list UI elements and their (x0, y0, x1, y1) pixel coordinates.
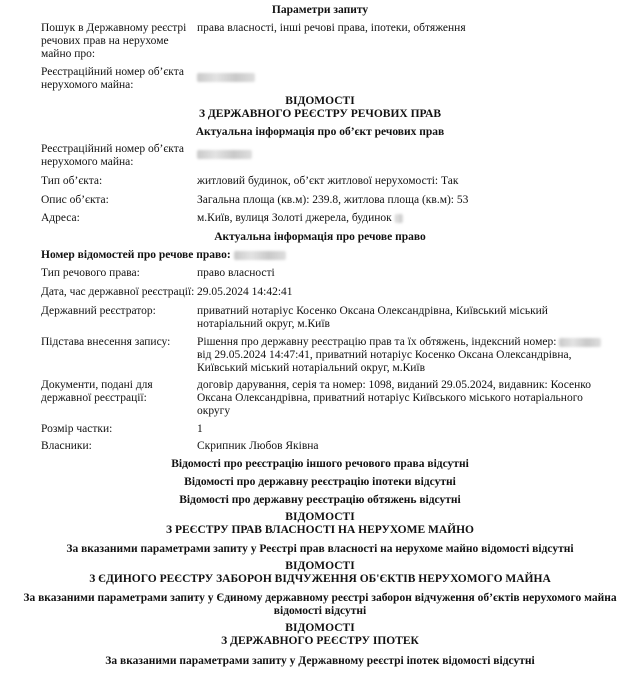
query-reg-number-label-line2: нерухомого майна: (41, 79, 134, 91)
section1-title-line1: ВІДОМОСТІ (285, 95, 355, 107)
note-other-rights: Відомості про реєстрацію іншого речового права відсутні (171, 458, 469, 470)
share-value: 1 (197, 423, 203, 435)
object-reg-number-label-line2: нерухомого майна: (41, 156, 134, 168)
basis-label: Підстава внесення запису: (41, 336, 171, 348)
docs-value-line2: Оксана Олександрівна, приватний нотаріус Київського міського нотаріального (197, 392, 583, 404)
address-number-redacted (395, 214, 403, 223)
section3-title-line2: З ЄДИНОГО РЕЄСТРУ ЗАБОРОН ВІДЧУЖЕННЯ ОБ'ЄКТІВ НЕРУХОМОГО МАЙНА (89, 573, 551, 585)
note-encumbrance: Відомості про державну реєстрацію обтяжень відсутні (179, 494, 461, 506)
search-label-line3: майно про: (41, 48, 96, 60)
note-mortgage: Відомості про державну реєстрацію іпотеки відсутні (184, 476, 456, 488)
section2-note: За вказаними параметрами запиту у Реєстрі прав власності на нерухоме майно відомості відсутні (66, 543, 574, 555)
right-type-label: Тип речового права: (41, 267, 140, 279)
basis-value-line2: від 29.05.2024 14:47:41, приватний нотаріус Косенко Оксана Олександрівна, (197, 349, 572, 361)
section3-note-line2: відомості відсутні (273, 605, 367, 617)
basis-value-line3: Київський міський нотаріальний округ, м.Київ (197, 362, 426, 374)
object-reg-number-redacted (197, 145, 252, 163)
object-address-label: Адреса: (41, 212, 80, 224)
section1-title-line2: З ДЕРЖАВНОГО РЕЄСТРУ РЕЧОВИХ ПРАВ (198, 108, 442, 120)
owners-label: Власники: (41, 440, 92, 452)
docs-label-line1: Документи, подані для (41, 379, 153, 391)
right-number-label: Номер відомостей про речове право: (41, 249, 231, 261)
basis-value-line1 (197, 336, 601, 349)
registration-date-value: 29.05.2024 14:42:41 (197, 286, 293, 298)
object-address-value: м.Київ, вулиця Золоті джерела, будинок (197, 212, 392, 224)
section2-title-line2: З РЕЄСТРУ ПРАВ ВЛАСНОСТІ НА НЕРУХОМЕ МАЙНО (166, 524, 474, 536)
search-label-line1: Пошук в Державному реєстрі (41, 22, 187, 34)
section1-subtitle: Актуальна інформація про об’єкт речових прав (195, 126, 445, 138)
section4-title-line2: З ДЕРЖАВНОГО РЕЄСТРУ ІПОТЕК (221, 635, 419, 647)
section4-note: За вказаними параметрами запиту у Державному реєстрі іпотек відомості відсутні (105, 655, 535, 667)
right-subtitle: Актуальна інформація про речове право (214, 231, 426, 243)
object-type-value: житловий будинок, об’єкт житлової нерухомості: Так (197, 175, 459, 187)
object-reg-number-label-line1: Реєстраційний номер об’єкта (41, 143, 185, 155)
object-desc-value: Загальна площа (кв.м): 239.8, житлова площа (кв.м): 53 (197, 194, 469, 206)
basis-text-line1: Рішення про державну реєстрацію прав та їх обтяжень, індексний номер: (197, 336, 557, 348)
registrar-value-line1: приватний нотаріус Косенко Оксана Олександрівна, Київський міський (197, 305, 548, 317)
query-params-title: Параметри запиту (271, 4, 369, 16)
search-value: права власності, інші речові права, іпотеки, обтяження (197, 22, 466, 34)
right-number-redacted (234, 251, 286, 260)
object-address (197, 212, 403, 225)
search-label-line2: речових прав на нерухоме (41, 35, 169, 47)
owners-value: Скрипник Любов Яківна (197, 440, 319, 452)
section3-note-line1: За вказаними параметрами запиту у Єдиному державному реєстрі заборон відчуження об’єктів нерухомого майна (23, 592, 617, 604)
query-reg-number-redacted (197, 68, 255, 86)
section3-title-line1: ВІДОМОСТІ (285, 560, 355, 572)
docs-value-line3: округу (197, 405, 231, 417)
docs-label-line2: державної реєстрації: (41, 392, 147, 404)
right-type-value: право власності (197, 267, 275, 279)
section4-title-line1: ВІДОМОСТІ (285, 622, 355, 634)
object-type-label: Тип об’єкта: (41, 175, 103, 187)
registrar-value-line2: нотаріальний округ, м.Київ (197, 318, 330, 330)
section2-title-line1: ВІДОМОСТІ (285, 511, 355, 523)
basis-index-redacted (559, 338, 601, 347)
registrar-label: Державний реєстратор: (41, 305, 156, 317)
docs-value-line1: договір дарування, серія та номер: 1098, виданий 29.05.2024, видавник: Косенко (197, 379, 592, 391)
object-desc-label: Опис об’єкта: (41, 194, 109, 206)
query-reg-number-label-line1: Реєстраційний номер об’єкта (41, 66, 185, 78)
share-label: Розмір частки: (41, 423, 113, 435)
registration-date-label: Дата, час державної реєстрації: (41, 286, 195, 298)
right-number (41, 249, 286, 262)
